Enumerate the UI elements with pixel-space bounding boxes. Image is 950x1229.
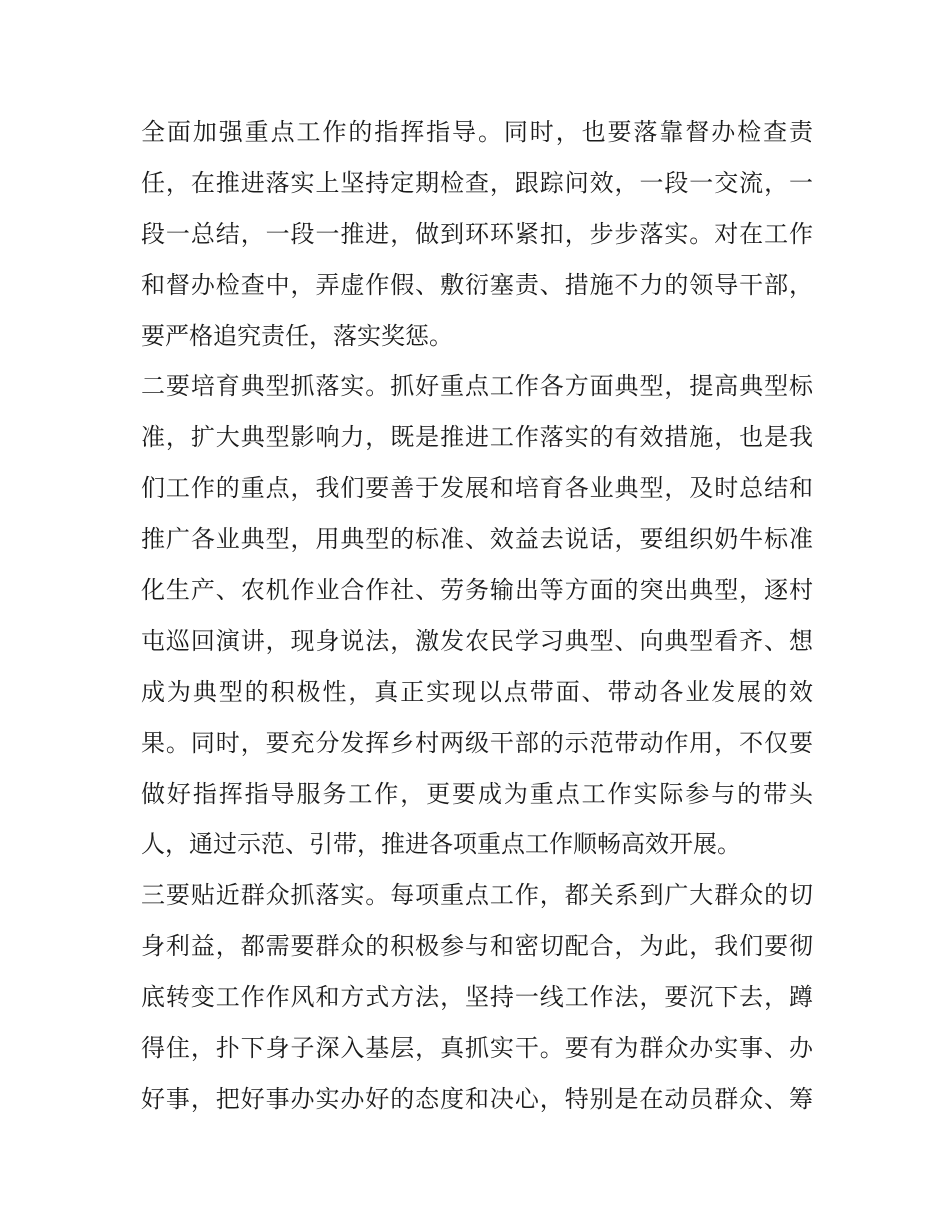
text-line: 果。同时，要充分发挥乡村两级干部的示范带动作用，不仅要	[141, 728, 813, 757]
text-line: 二要培育典型抓落实。抓好重点工作各方面典型，提高典型标	[141, 372, 813, 401]
text-line: 准，扩大典型影响力，既是推进工作落实的有效措施，也是我	[141, 423, 813, 452]
text-line: 化生产、农机作业合作社、劳务输出等方面的突出典型，逐村	[141, 576, 813, 605]
text-line: 身利益，都需要群众的积极参与和密切配合，为此，我们要彻	[141, 932, 813, 961]
text-line: 和督办检查中，弄虚作假、敷衍塞责、措施不力的领导干部，	[141, 270, 813, 299]
text-line: 成为典型的积极性，真正实现以点带面、带动各业发展的效	[141, 677, 813, 706]
text-line: 三要贴近群众抓落实。每项重点工作，都关系到广大群众的切	[141, 881, 813, 910]
text-line: 全面加强重点工作的指挥指导。同时，也要落靠督办检查责	[141, 118, 813, 146]
text-line: 推广各业典型，用典型的标准、效益去说话，要组织奶牛标准	[141, 525, 813, 554]
text-line: 屯巡回演讲，现身说法，激发农民学习典型、向典型看齐、想	[141, 626, 813, 655]
text-line: 好事，把好事办实办好的态度和决心，特别是在动员群众、筹	[141, 1084, 813, 1113]
body-text	[141, 107, 813, 1125]
text-line: 任，在推进落实上坚持定期检查，跟踪问效，一段一交流，一	[141, 168, 813, 197]
text-line: 底转变工作作风和方式方法，坚持一线工作法，要沉下去，蹲	[141, 983, 813, 1012]
text-line: 做好指挥指导服务工作，更要成为重点工作实际参与的带头	[141, 779, 813, 808]
text-line: 得住，扑下身子深入基层，真抓实干。要有为群众办实事、办	[141, 1034, 813, 1063]
text-line: 要严格追究责任，落实奖惩。	[141, 321, 453, 350]
text-line: 们工作的重点，我们要善于发展和培育各业典型，及时总结和	[141, 474, 813, 503]
text-line: 人，通过示范、引带，推进各项重点工作顺畅高效开展。	[141, 830, 741, 859]
text-line: 段一总结，一段一推进，做到环环紧扣，步步落实。对在工作	[141, 219, 813, 248]
